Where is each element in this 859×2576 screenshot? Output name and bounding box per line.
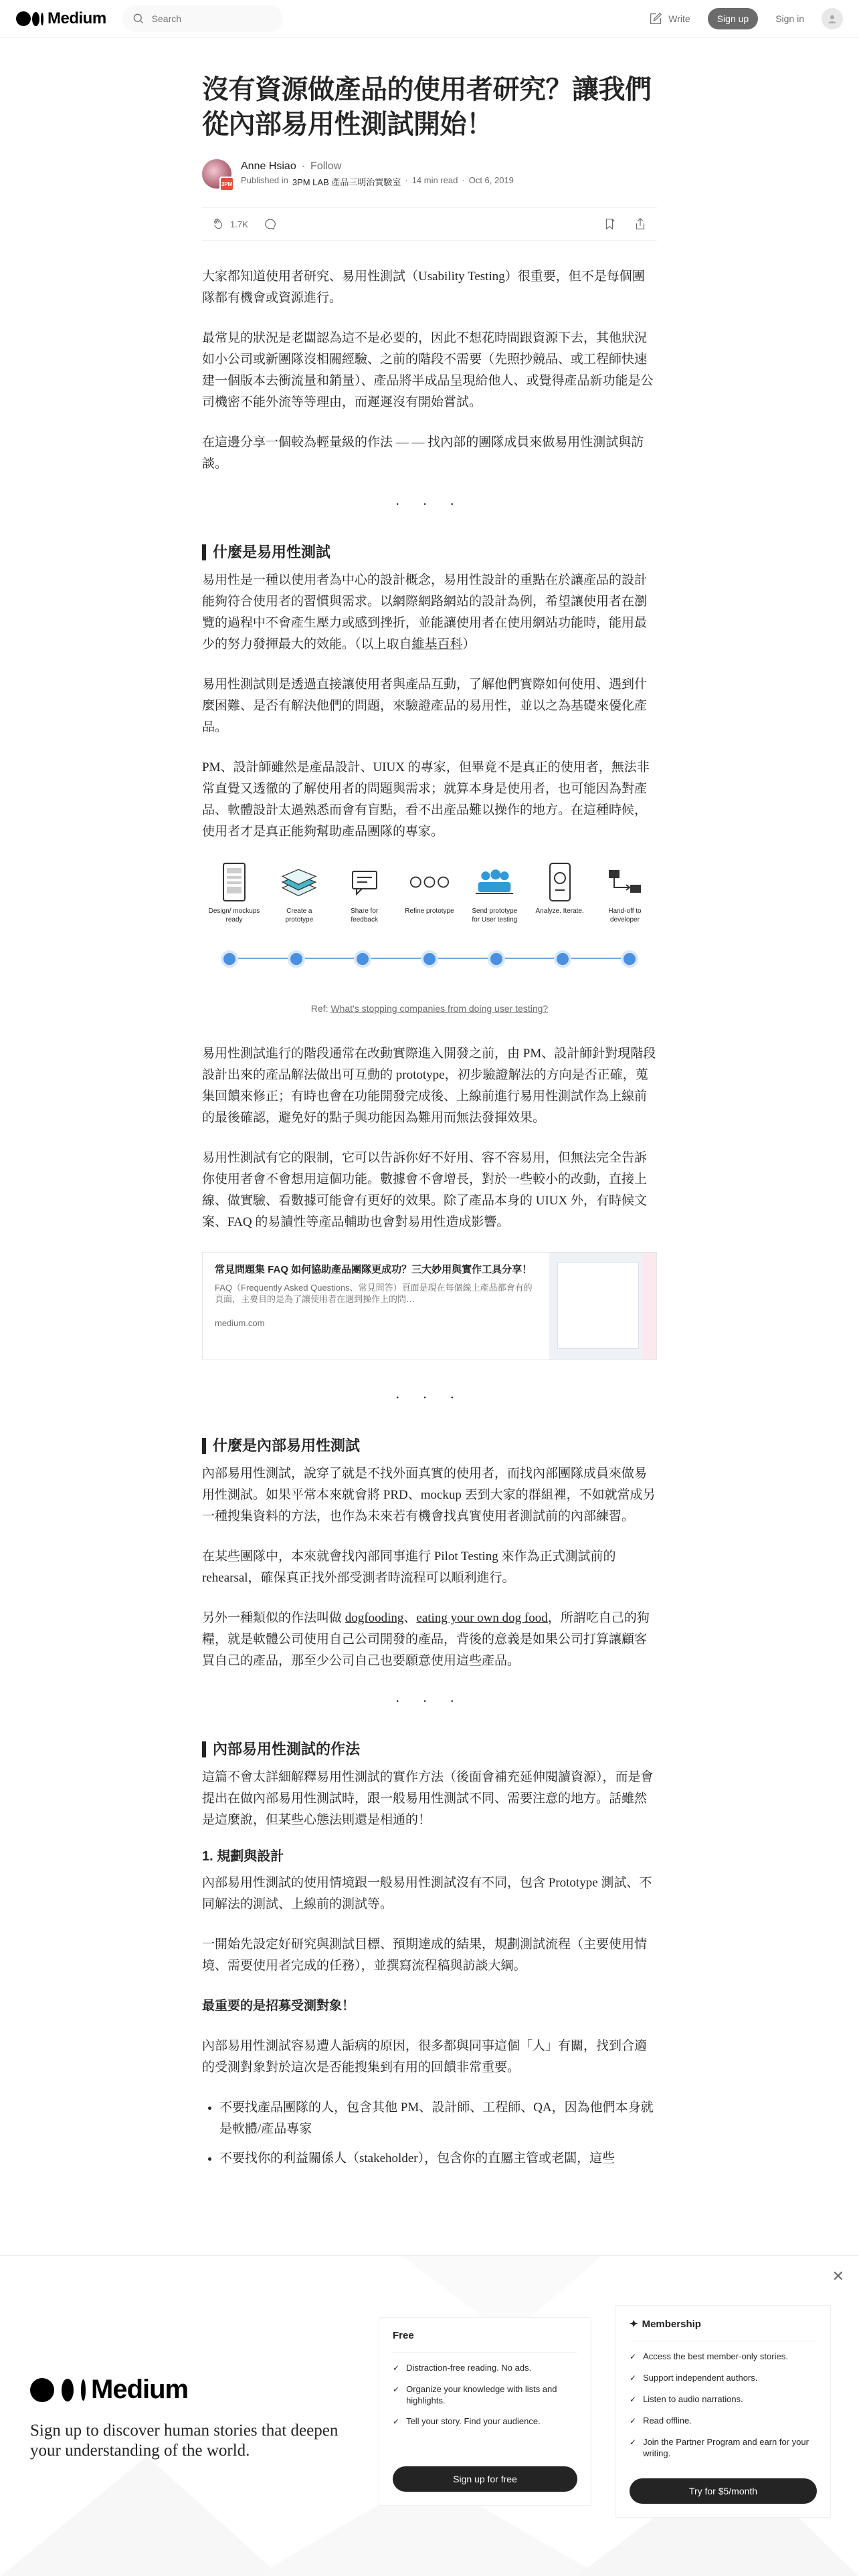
section-separator: · · · <box>395 1693 464 1709</box>
search-icon <box>132 12 145 25</box>
check-icon: ✓ <box>630 2438 637 2447</box>
flow-nodes <box>221 950 638 968</box>
star-icon: ✦ <box>630 2319 638 2330</box>
flow-node <box>288 950 305 968</box>
share-icon[interactable] <box>633 217 648 231</box>
article-title: 沒有資源做產品的使用者研究？讓我們從內部易用性測試開始！ <box>202 75 652 139</box>
clap-button[interactable] <box>211 217 248 231</box>
plan-feature: ✓ Listen to audio narrations. <box>630 2394 743 2404</box>
flow-step: Design/ mockups ready <box>207 861 261 924</box>
caption-link[interactable]: What's stopping companies from doing user testing? <box>330 1003 549 1014</box>
medium-logo-mark <box>16 11 43 26</box>
author-avatar[interactable] <box>202 159 231 189</box>
embed-thumbnail <box>549 1253 656 1360</box>
paragraph: 易用性測試有它的限制，它可以告訴你好不好用、容不容易用，但無法完全告訴你使用者會不會想用這個功能。數據會不會增長，對於一些較小的改動，直接上線、做實驗、看數據可能會有更好的效果。除了產品本身的 UIUX 外，有時候文案、FAQ 的易讀性等產品輔助也會對易用性造成影響。 <box>202 1151 648 1229</box>
top-navbar <box>0 0 859 38</box>
plan-feature: ✓ Access the best member-only stories. <box>630 2351 788 2361</box>
subheading: 1. 規劃與設計 <box>202 1849 284 1864</box>
phone-analyze-icon <box>540 861 580 903</box>
topbar-actions <box>648 8 843 29</box>
flow-node <box>421 950 438 968</box>
section-separator: · · · <box>395 1389 464 1406</box>
paragraph: 內部易用性測試，說穿了就是不找外面真實的使用者，而找內部團隊成員來做易用性測試。如果平常本來就會將 PRD、mockup 丟到大家的群組裡，不如就當成另一種搜集資料的方法，也作為未來若有機會找真實使用者測試前的內部練習。 <box>202 1467 656 1523</box>
free-plan-card <box>379 2317 591 2506</box>
check-icon: ✓ <box>630 2373 637 2383</box>
paragraph: 另外一種類似的作法叫做 dogfooding、eating your own dog food，所謂吃自己的狗糧，就是軟體公司使用自己公司開發的產品，背後的意義是如果公司打算讓顧客買自己的產品，那至少公司自己也要願意使用這些產品。 <box>202 1611 650 1668</box>
section-heading: 什麼是內部易用性測試 <box>202 1435 657 1457</box>
try-membership-button[interactable]: Try for $5/month <box>630 2478 817 2504</box>
flow-step: Send prototype for User testing <box>468 861 521 924</box>
chat-icon <box>345 861 385 903</box>
free-plan-title: Free <box>393 2330 414 2341</box>
article <box>202 72 657 2183</box>
section-separator: · · · <box>395 496 464 512</box>
section-heading: 內部易用性測試的作法 <box>202 1739 657 1760</box>
image-caption: Ref: What's stopping companies from doing user testing? <box>310 1003 549 1014</box>
write-icon <box>648 11 663 26</box>
membership-plan-card <box>615 2305 831 2518</box>
flow-node <box>221 950 238 968</box>
plan-feature: ✓ Support independent authors. <box>630 2373 758 2383</box>
list-item: • 不要找你的利益關係人（stakeholder），包含你的直屬主管或老闆，這些 <box>219 2148 657 2169</box>
medium-logo-text: Medium <box>47 9 106 27</box>
prototype-stack-icon <box>279 861 319 903</box>
flow-node <box>488 950 505 968</box>
paragraph: 大家都知道使用者研究、易用性測試（Usability Testing）很重要，但不是每個團隊都有機會或資源進行。 <box>202 270 645 305</box>
flow-node <box>554 950 571 968</box>
bold-paragraph: 最重要的是招募受測對象！ <box>202 1999 355 2013</box>
search-input[interactable] <box>152 13 272 24</box>
paragraph: 易用性測試則是透過直接讓使用者與產品互動，了解他們實際如何使用、遇到什麼困難、是否有解決他們的問題，來驗證產品的易用性，並以之為基礎來優化產品。 <box>202 677 648 734</box>
section-heading: 什麼是易用性測試 <box>202 542 657 563</box>
paragraph: 最常見的狀況是老闆認為這不是必要的，因此不想花時間跟資源下去，其他狀況如小公司或新團隊沒相關經驗、之前的階段不需要（先照抄競品、或工程師快速建一個版本去衝流量和銷量）、產品將半成品呈現給他人、或覺得產品新功能是公司機密不能外流等等理由，而遲遲沒有開始嘗試。 <box>202 331 654 409</box>
paragraph: 一開始先設定好研究與測試目標、預期達成的結果，規劃測試流程（主要使用情境、需要使用者完成的任務），並撰寫流程稿與訪談大綱。 <box>202 1937 648 1973</box>
published-in-label: Published in <box>241 175 288 185</box>
check-icon: ✓ <box>630 2352 637 2361</box>
embed-title: 常見問題集 FAQ 如何協助產品團隊更成功？三大妙用與實作工具分享！ <box>215 1264 533 1275</box>
user-avatar-icon[interactable] <box>822 8 843 29</box>
close-icon[interactable]: ✕ <box>832 2268 844 2284</box>
author-name[interactable]: Anne Hsiao <box>241 160 296 172</box>
publication-avatar[interactable]: 3PM <box>219 177 234 191</box>
embed-url: medium.com <box>215 1318 265 1328</box>
dogfood-link[interactable]: eating your own dog food <box>416 1611 548 1625</box>
flow-step: Analyze. Iterate. <box>533 861 587 924</box>
paragraph: 在這邊分享一個較為輕量級的作法 — — 找內部的團隊成員來做易用性測試與訪談。 <box>202 435 644 471</box>
paragraph: 在某些團隊中，本來就會找內部同事進行 Pilot Testing 來作為正式測試前的 rehearsal，確保真正找外部受測者時流程可以順利進行。 <box>202 1549 616 1585</box>
paragraph: 這篇不會太詳細解釋易用性測試的實作方法（後面會補充延伸閱讀資源），而是會提出在做內部易用性測試時，跟一般易用性測試不同、需要注意的地方。話雖然是這麼說，但某些心態法則還是相通的！ <box>202 1770 654 1827</box>
wiki-link[interactable]: 維基百科 <box>411 637 463 651</box>
flow-step: Refine prototype <box>403 861 456 924</box>
paragraph: 內部易用性測試容易遭人詬病的原因，很多都與同事這個「人」有關，找到合適的受測對象對於這次是否能搜集到有用的回饋非常重要。 <box>202 2039 648 2074</box>
plan-feature: ✓ Read offline. <box>630 2416 692 2426</box>
bookmark-icon[interactable] <box>602 217 617 231</box>
flow-node <box>621 950 638 968</box>
handoff-icon <box>605 861 645 903</box>
comment-icon[interactable] <box>263 217 278 231</box>
plan-feature: ✓ Organize your knowledge with lists and highlights. <box>393 2384 557 2405</box>
dots-icon <box>409 861 450 903</box>
clap-icon <box>211 217 226 231</box>
plan-feature: ✓ Join the Partner Program and earn for your writing. <box>630 2437 809 2458</box>
publish-date: Oct 6, 2019 <box>468 175 514 185</box>
plan-feature: ✓ Tell your story. Find your audience. <box>393 2416 541 2426</box>
signup-overlay <box>0 2255 859 2576</box>
paragraph: 易用性是一種以使用者為中心的設計概念，易用性設計的重點在於讓產品的設計能夠符合使用者的習慣與需求。以網際網路網站的設計為例，希望讓使用者在瀏覽的過程中不會產生壓力或感到挫折，並能讓使用者在使用網站功能時，能用最少的努力發揮最大的效能。（以上取自維基百科） <box>202 573 648 651</box>
bullet-list <box>202 2097 657 2169</box>
flow-step: Hand-off to developer <box>598 861 652 924</box>
signup-free-button[interactable]: Sign up for free <box>393 2466 577 2492</box>
check-icon: ✓ <box>393 2385 400 2394</box>
check-icon: ✓ <box>630 2395 637 2404</box>
signin-link[interactable]: Sign in <box>775 13 804 24</box>
paragraph: 內部易用性測試的使用情境跟一般易用性測試沒有不同，包含 Prototype 測試、不同解法的測試、上線前的測試等。 <box>202 1876 652 1911</box>
overlay-tagline: Sign up to discover human stories that deepen your understanding of the world. <box>30 2422 339 2460</box>
write-button[interactable] <box>648 11 690 26</box>
overlay-medium-logo: Medium <box>30 2375 188 2405</box>
clap-count: 1.7K <box>230 219 248 229</box>
byline: 3PM Anne Hsiao · Follow Published in 3PM LAB 產品三明治實驗室 · 14 min read · Oct 6, 2019 <box>202 159 657 189</box>
medium-logo[interactable] <box>16 9 106 28</box>
search-box[interactable] <box>122 5 283 32</box>
article-actions-bar <box>202 207 657 241</box>
check-icon: ✓ <box>393 2363 400 2373</box>
plan-feature: ✓ Distraction-free reading. No ads. <box>393 2363 532 2373</box>
dogfooding-link[interactable]: dogfooding <box>345 1611 404 1625</box>
write-label: Write <box>668 13 690 24</box>
mockup-icon <box>214 861 254 903</box>
list-item: • 不要找產品團隊的人，包含其他 PM、設計師、工程師、QA，因為他們本身就是軟體/產品專家 <box>219 2097 657 2140</box>
embed-description: FAQ（Frequently Asked Questions、常見問答）頁面是現在每個線上產品都會有的頁面，主要目的是為了讓使用者在遇到操作上的問… <box>215 1283 533 1304</box>
check-icon: ✓ <box>393 2417 400 2426</box>
users-icon <box>474 861 514 903</box>
flow-step: Create a prototype <box>272 861 326 924</box>
paragraph: PM、設計師雖然是產品設計、UIUX 的專家，但畢竟不是真正的使用者，無法非常直覺又透徹的了解使用者的問題與需求；就算本身是使用者，也可能因為對產品、軟體設計太過熟悉而會有盲點，看不出產品難以操作的地方。在這種時候，使用者才是真正能夠幫助產品團隊的專家。 <box>202 760 650 839</box>
signup-button[interactable]: Sign up <box>708 8 758 29</box>
link-preview-card[interactable] <box>202 1252 657 1360</box>
flow-step: Share for feedback <box>338 861 391 924</box>
check-icon: ✓ <box>630 2416 637 2426</box>
flow-node <box>354 950 371 968</box>
paragraph: 易用性測試進行的階段通常在改動實際進入開發之前，由 PM、設計師針對現階段設計出來的產品解法做出可互動的 prototype，初步驗證解法的方向是否正確，蒐集回饋來修正；有時也會在功能開發完成後、上線前進行易用性測試作為上線前的最後確認，避免好的點子與功能因為難用而無法發揮效果。 <box>202 1047 656 1125</box>
publication-name[interactable]: 3PM LAB 產品三明治實驗室 <box>292 177 401 187</box>
read-time: 14 min read <box>411 175 458 185</box>
follow-link[interactable]: Follow <box>310 160 342 172</box>
testing-flow-diagram <box>202 861 657 1002</box>
membership-plan-title: ✦ Membership <box>630 2318 701 2330</box>
article-body <box>202 266 657 2169</box>
